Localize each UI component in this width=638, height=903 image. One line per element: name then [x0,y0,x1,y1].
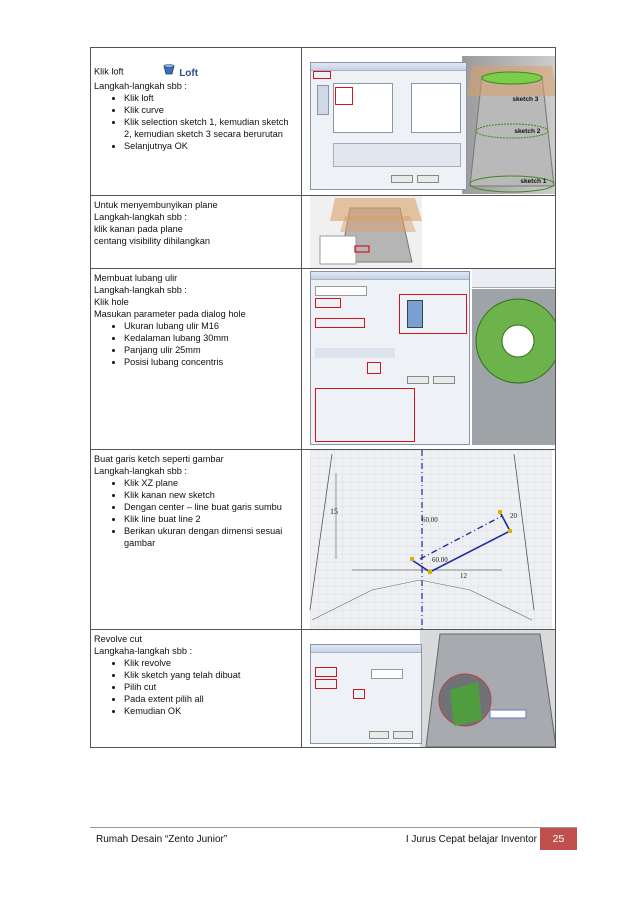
list-item: • Klik selection sketch 1, kemudian sketch 2, kemudian sketch 3 secara berurutan [124,116,298,140]
loft-dialog [310,62,467,190]
list-item: • Klik kanan new sketch [124,489,298,501]
step-text [91,630,302,748]
ok-button[interactable] [391,175,413,183]
step-text [91,450,302,630]
step-screenshot [302,269,556,450]
dim-label: 60.00 [432,556,449,564]
step-subtitle: Langkaha-langkah sbb : [94,646,193,656]
revolve-model-illustration [420,630,555,747]
sketch-label: sketch 2 [514,128,541,135]
plane-illustration [310,196,422,268]
step-subtitle: Langkah-langkah sbb : [94,466,187,476]
step-text [91,269,302,450]
step-subtitle: Langkah-langkah sbb : [94,285,187,295]
loft-model-illustration [462,56,555,194]
list-item: • Pada extent pilih all [124,693,298,705]
sketch-label: sketch 3 [512,96,539,103]
step-screenshot [302,196,556,269]
step-screenshot [302,450,556,630]
sketch-illustration [302,450,555,629]
step-row-revolve [91,630,556,748]
page-number: 25 [540,828,577,850]
cancel-button[interactable] [417,175,439,183]
footer-right-text: I Jurus Cepat belajar Inventor [405,834,537,845]
step-row-loft [91,48,556,196]
dim-label: 60.00 [422,516,439,524]
list-item: • Posisi lubang concentris [124,356,298,368]
text-line: Klik hole [94,297,129,307]
cancel-button[interactable] [433,376,455,384]
ok-button[interactable] [407,376,429,384]
step-text [91,48,302,196]
step-title: Buat garis ketch seperti gambar [94,454,224,464]
sketch-label: sketch 1 [520,178,547,185]
cancel-button[interactable] [393,731,413,739]
dim-label: 12 [460,572,468,580]
list-item: • Selanjutnya OK [124,140,298,152]
list-item: • Klik sketch yang telah dibuat [124,669,298,681]
step-row-sketch [91,450,556,630]
list-item: • Klik XZ plane [124,477,298,489]
step-row-hide-plane [91,196,556,269]
step-subtitle: Langkah-langkah sbb : [94,81,187,91]
list-item: • Panjang ulir 25mm [124,344,298,356]
step-text [91,196,302,269]
text-line: klik kanan pada plane [94,224,183,234]
list-item: • Pilih cut [124,681,298,693]
list-item: • Klik loft [124,92,298,104]
list-item: • Klik revolve [124,657,298,669]
ok-button[interactable] [369,731,389,739]
text-line: centang visibility dihilangkan [94,236,210,246]
step-list [94,657,298,717]
revolve-dialog [310,644,422,744]
list-item: • Kedalaman lubang 30mm [124,332,298,344]
text-line: Masukan parameter pada dialog hole [94,309,246,319]
footer-left-text: Rumah Desain “Zento Junior” [96,834,228,845]
page-footer [90,827,577,850]
list-item: • Kemudian OK [124,705,298,717]
step-list [94,92,298,152]
step-title: Membuat lubang ulir [94,273,178,283]
hole-dialog [310,271,470,445]
step-row-hole [91,269,556,450]
step-screenshot [302,630,556,748]
loft-icon: Loft [162,64,198,80]
list-item: • Berikan ukuran dengan dimensi sesuai gambar [124,525,298,549]
list-item: • Klik line buat line 2 [124,513,298,525]
step-screenshot [302,48,556,196]
list-item: • Ukuran lubang ulir M16 [124,320,298,332]
step-title: Klik loft [94,66,124,77]
list-item: • Klik curve [124,104,298,116]
dim-label: 15 [330,507,339,516]
hole-model-illustration [472,289,555,445]
dim-label: 20 [510,512,518,520]
text-line: Untuk menyembunyikan plane [94,200,218,210]
steps-table [90,47,556,748]
text-line: Langkah-langkah sbb : [94,212,187,222]
step-list [94,477,298,549]
step-title: Revolve cut [94,634,143,644]
list-item: • Dengan center – line buat garis sumbu [124,501,298,513]
step-list [94,320,298,368]
